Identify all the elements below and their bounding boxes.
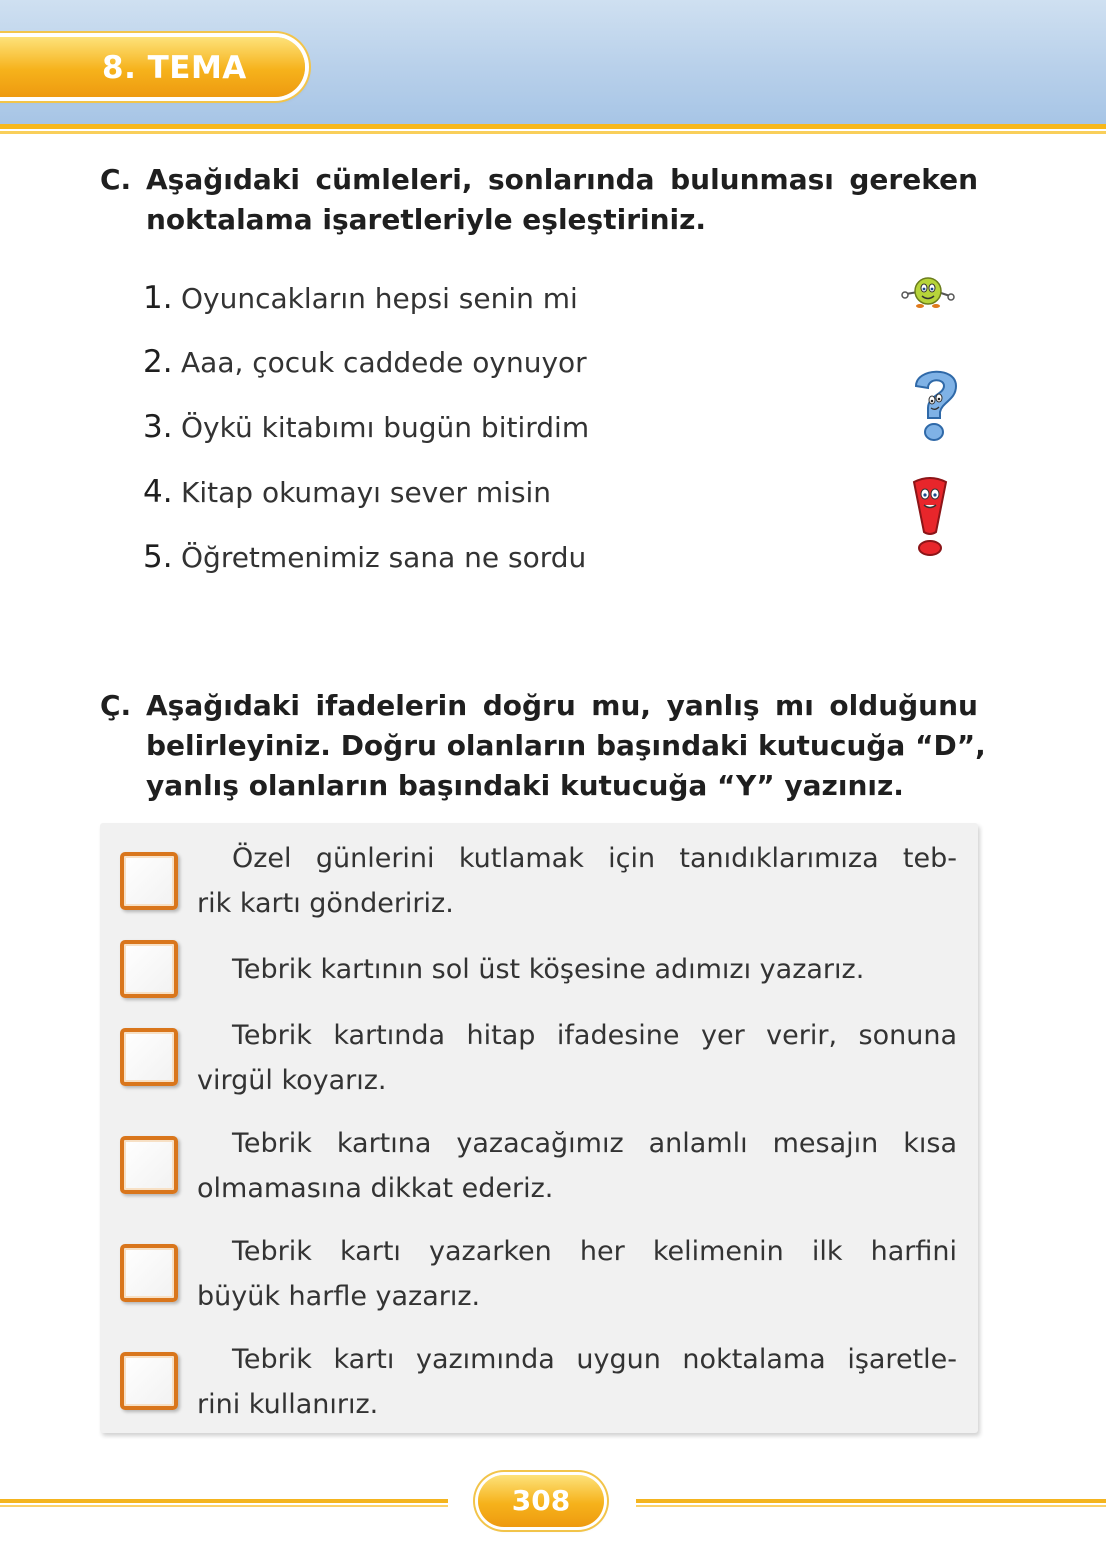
statement-5 bbox=[197, 1229, 957, 1319]
sentence-number: 5. bbox=[143, 539, 173, 575]
sentence-text: Aaa, çocuk caddede oynuyor bbox=[181, 346, 587, 379]
sentence-text: Öykü kitabımı bugün bitirdim bbox=[181, 411, 590, 444]
statement-line: Tebrik kartı yazarken her kelimenin ilk harfini bbox=[232, 1236, 957, 1267]
answer-box-5[interactable] bbox=[120, 1244, 178, 1302]
answer-box-6[interactable] bbox=[120, 1352, 178, 1410]
section-c-line-2: noktalama işaretleriyle eşleştiriniz. bbox=[146, 203, 707, 236]
statement-line: rik kartı göndeririz. bbox=[197, 888, 454, 919]
section-cc-letter: Ç. bbox=[100, 689, 132, 722]
sentence-text: Öğretmenimiz sana ne sordu bbox=[181, 541, 587, 574]
sentence-item-5 bbox=[143, 537, 586, 577]
section-c-line-1: Aşağıdaki cümleleri, sonlarında bulunması gereken bbox=[146, 163, 978, 196]
sentence-number: 1. bbox=[143, 280, 173, 316]
header-divider-thin bbox=[0, 131, 1106, 134]
sentence-item-2 bbox=[143, 342, 587, 382]
header-divider bbox=[0, 124, 1106, 129]
statement-line: Tebrik kartında hitap ifadesine yer verir, sonuna bbox=[232, 1020, 957, 1051]
footer-line-right bbox=[636, 1499, 1106, 1503]
section-c-heading bbox=[100, 160, 980, 240]
sentence-item-3 bbox=[143, 407, 589, 447]
section-c-letter: C. bbox=[100, 163, 132, 196]
statement-line: virgül koyarız. bbox=[197, 1065, 387, 1096]
sentence-item-4 bbox=[143, 472, 551, 512]
statement-line: Tebrik kartının sol üst köşesine adımızı yazarız. bbox=[232, 954, 865, 985]
statement-line: büyük harfle yazarız. bbox=[197, 1281, 481, 1312]
statement-3 bbox=[197, 1013, 957, 1103]
statement-line: olmamasına dikkat ederiz. bbox=[197, 1173, 554, 1204]
answer-box-4[interactable] bbox=[120, 1136, 178, 1194]
answer-box-1[interactable] bbox=[120, 852, 178, 910]
footer-line-right-thin bbox=[636, 1505, 1106, 1507]
section-cc-heading bbox=[100, 686, 986, 806]
section-cc-line-2: belirleyiniz. Doğru olanların başındaki kutucuğa “D”, bbox=[146, 729, 986, 762]
answer-box-3[interactable] bbox=[120, 1028, 178, 1086]
sentence-text: Oyuncakların hepsi senin mi bbox=[181, 282, 578, 315]
page-number: 308 bbox=[511, 1484, 571, 1517]
footer-line-left bbox=[0, 1499, 448, 1503]
sentence-number: 4. bbox=[143, 474, 173, 510]
statement-line: rini kullanırız. bbox=[197, 1389, 379, 1420]
statement-line: Tebrik kartına yazacağımız anlamlı mesajın kısa bbox=[232, 1128, 957, 1159]
statement-1 bbox=[197, 836, 957, 926]
section-cc-line-3: yanlış olanların başındaki kutucuğa “Y” yazınız. bbox=[146, 769, 904, 802]
exclamation-mark-character-icon bbox=[904, 474, 956, 560]
period-character-icon bbox=[900, 272, 956, 312]
sentence-text: Kitap okumayı sever misin bbox=[181, 476, 552, 509]
statement-6 bbox=[197, 1337, 957, 1427]
theme-label: 8. TEMA bbox=[102, 50, 247, 86]
sentence-item-1 bbox=[143, 278, 578, 318]
statement-2 bbox=[197, 947, 957, 992]
statement-line: Özel günlerini kutlamak için tanıdıklarımıza teb- bbox=[232, 843, 957, 874]
statement-line: Tebrik kartı yazımında uygun noktalama işaretle- bbox=[232, 1344, 957, 1375]
statement-4 bbox=[197, 1121, 957, 1211]
footer-line-left-thin bbox=[0, 1505, 448, 1507]
question-mark-character-icon bbox=[908, 362, 964, 444]
sentence-number: 2. bbox=[143, 344, 173, 380]
section-cc-line-1: Aşağıdaki ifadelerin doğru mu, yanlış mı olduğunu bbox=[146, 689, 978, 722]
sentence-number: 3. bbox=[143, 409, 173, 445]
answer-box-2[interactable] bbox=[120, 940, 178, 998]
